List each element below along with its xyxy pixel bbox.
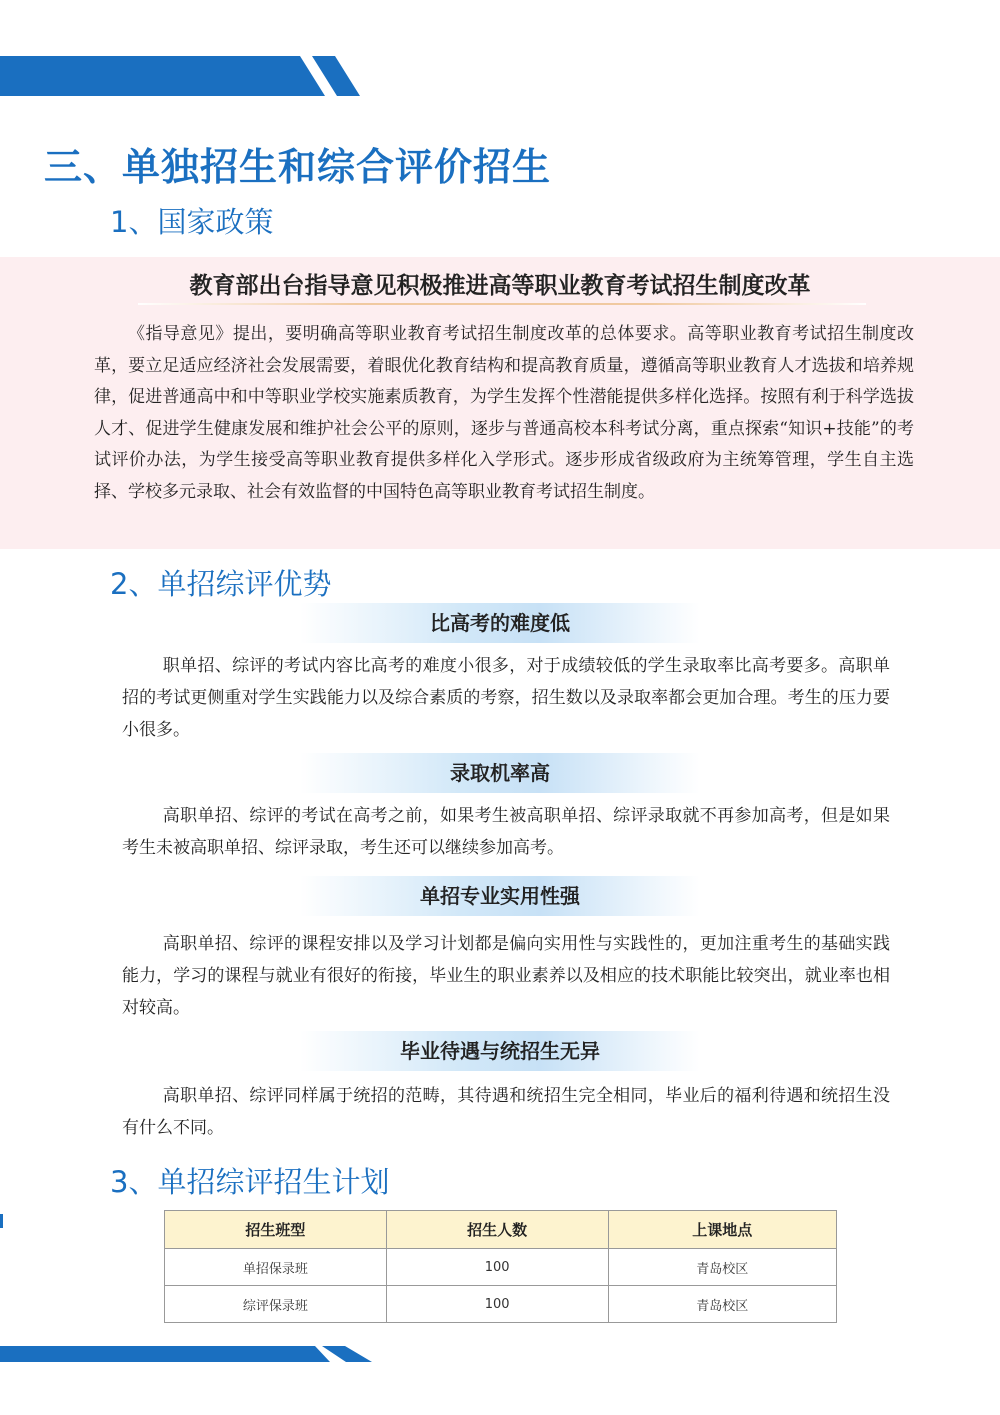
policy-text: 《指导意见》提出，要明确高等职业教育考试招生制度改革的总体要求。高等职业教育考试招生制度改革，要立足适应经济社会发展需要，着眼优化教育结构和提高教育质量，遵循高等职业教育人才选拔和培养规律，促进普通高中和中等职业学校实施素质教育，为学生发挥个性潜能提供多样化选择。按照有利于科学选拔人才、促进学生健康发展和维护社会公平的原则，逐步与普通高校本科考试分离，重点探索“知识+技能”的考试评价办法，为学生接受高等职业教育提供多样化入学形式。逐步形成省级政府为主统筹管理，学生自主选择、学校多元录取、社会有效监督的中国特色高等职业教育考试招生制度。 <box>94 324 914 502</box>
advantage-heading-3: 单招专业实用性强 <box>300 876 700 916</box>
advantage-heading-4: 毕业待遇与统招生无异 <box>300 1031 700 1071</box>
table-cell: 青岛校区 <box>608 1286 837 1323</box>
advantage-text-1: 职单招、综评的考试内容比高考的难度小很多，对于成绩较低的学生录取率比高考要多。高职单招的考试更侧重对学生实践能力以及综合素质的考察，招生数以及录取率都会更加合理。考生的压力要小很多。 <box>122 656 890 740</box>
table-header-enrollment-count: 招生人数 <box>386 1211 608 1249</box>
advantage-text-2: 高职单招、综评的考试在高考之前，如果考生被高职单招、综评录取就不再参加高考，但是如果考生未被高职单招、综评录取，考生还可以继续参加高考。 <box>122 806 890 858</box>
advantage-text-3: 高职单招、综评的课程安排以及学习计划都是偏向实用性与实践性的，更加注重考生的基础实践能力，学习的课程与就业有很好的衔接，毕业生的职业素养以及相应的技术职能比较突出，就业率也相对较高。 <box>122 934 890 1018</box>
advantage-heading-1: 比高考的难度低 <box>300 603 700 643</box>
advantage-text-4: 高职单招、综评同样属于统招的范畴，其待遇和统招生完全相同，毕业后的福利待遇和统招生没有什么不同。 <box>122 1086 890 1138</box>
table-cell: 100 <box>386 1286 608 1323</box>
policy-heading: 教育部出台指导意见积极推进高等职业教育考试招生制度改革 <box>189 272 811 299</box>
table-cell: 青岛校区 <box>608 1249 837 1286</box>
table-cell: 综评保录班 <box>165 1286 387 1323</box>
table-cell: 单招保录班 <box>165 1249 387 1286</box>
bottom-decorative-band <box>0 1346 380 1362</box>
table-cell: 100 <box>386 1249 608 1286</box>
policy-underline <box>138 303 866 305</box>
section-title-advantages: 2、单招综评优势 <box>110 567 332 601</box>
policy-box <box>0 257 1000 549</box>
section-title-plan: 3、单招综评招生计划 <box>110 1165 390 1199</box>
left-edge-mark <box>0 1214 3 1228</box>
top-decorative-band <box>0 56 380 96</box>
table-row <box>165 1286 837 1323</box>
table-header-row <box>165 1211 837 1249</box>
table-header-location: 上课地点 <box>608 1211 837 1249</box>
section-title-policy: 1、国家政策 <box>110 205 274 239</box>
table-row <box>165 1249 837 1286</box>
advantage-heading-2: 录取机率高 <box>300 753 700 793</box>
page-title: 三、单独招生和综合评价招生 <box>44 144 552 189</box>
enrollment-plan-table <box>164 1210 837 1323</box>
table-header-class-type: 招生班型 <box>165 1211 387 1249</box>
